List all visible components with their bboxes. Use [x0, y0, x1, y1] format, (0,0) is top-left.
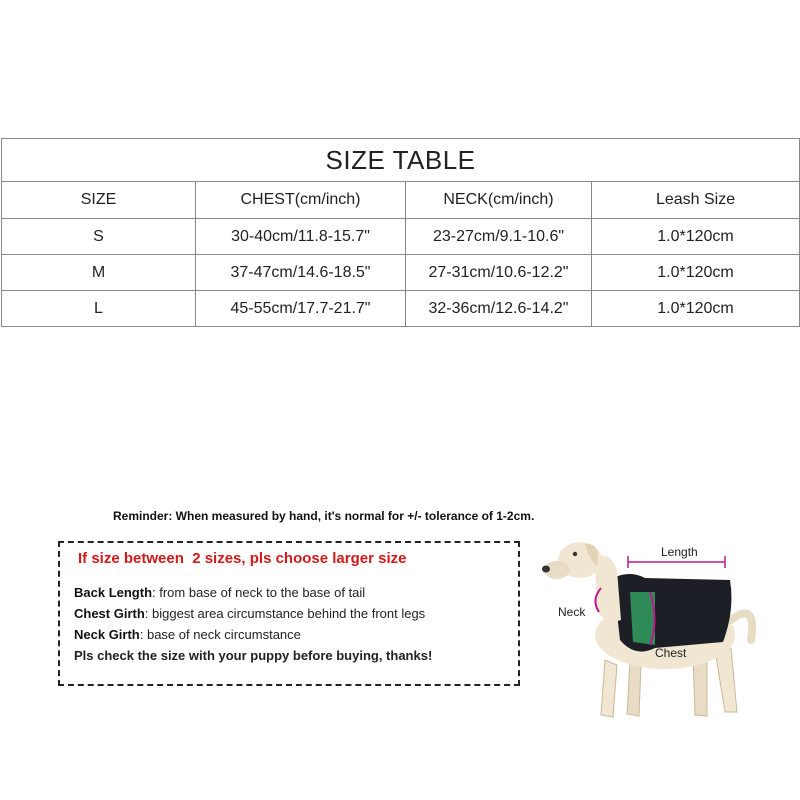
leash-cell: 1.0*120cm	[592, 219, 800, 255]
table-row	[2, 255, 800, 291]
chest-cell: 45-55cm/17.7-21.7"	[196, 291, 406, 327]
chest-girth-term: Chest Girth	[74, 606, 145, 621]
check-size-note: Pls check the size with your puppy before buying, thanks!	[74, 648, 433, 663]
chest-girth-note	[74, 606, 425, 621]
size-cell: L	[2, 291, 196, 327]
header-leash: Leash Size	[592, 182, 800, 219]
header-size: SIZE	[2, 182, 196, 219]
back-length-note	[74, 585, 365, 600]
neck-cell: 27-31cm/10.6-12.2"	[406, 255, 592, 291]
neck-cell: 23-27cm/9.1-10.6"	[406, 219, 592, 255]
neck-cell: 32-36cm/12.6-14.2"	[406, 291, 592, 327]
neck-girth-note	[74, 627, 301, 642]
neck-girth-desc: : base of neck circumstance	[139, 627, 301, 642]
neck-girth-term: Neck Girth	[74, 627, 140, 642]
size-cell: M	[2, 255, 196, 291]
header-neck: NECK(cm/inch)	[406, 182, 592, 219]
neck-label: Neck	[558, 605, 586, 619]
size-table	[1, 138, 800, 327]
chest-cell: 30-40cm/11.8-15.7"	[196, 219, 406, 255]
sizing-notes-box	[58, 541, 520, 686]
table-title: SIZE TABLE	[2, 139, 800, 182]
length-label: Length	[661, 545, 698, 559]
chest-girth-desc: : biggest area circumstance behind the front legs	[144, 606, 426, 621]
header-chest: CHEST(cm/inch)	[196, 182, 406, 219]
leash-cell: 1.0*120cm	[592, 291, 800, 327]
leash-cell: 1.0*120cm	[592, 255, 800, 291]
dog-illustration	[535, 530, 795, 730]
chest-label: Chest	[655, 646, 687, 660]
size-cell: S	[2, 219, 196, 255]
dog-measurement-diagram	[535, 530, 795, 730]
table-row	[2, 219, 800, 255]
tolerance-reminder: Reminder: When measured by hand, it's normal for +/- tolerance of 1-2cm.	[113, 509, 535, 523]
size-warning: If size between 2 sizes, pls choose larger size	[78, 550, 407, 567]
chest-cell: 37-47cm/14.6-18.5"	[196, 255, 406, 291]
back-length-term: Back Length	[74, 585, 153, 600]
table-row	[2, 291, 800, 327]
back-length-desc: : from base of neck to the base of tail	[152, 585, 366, 600]
